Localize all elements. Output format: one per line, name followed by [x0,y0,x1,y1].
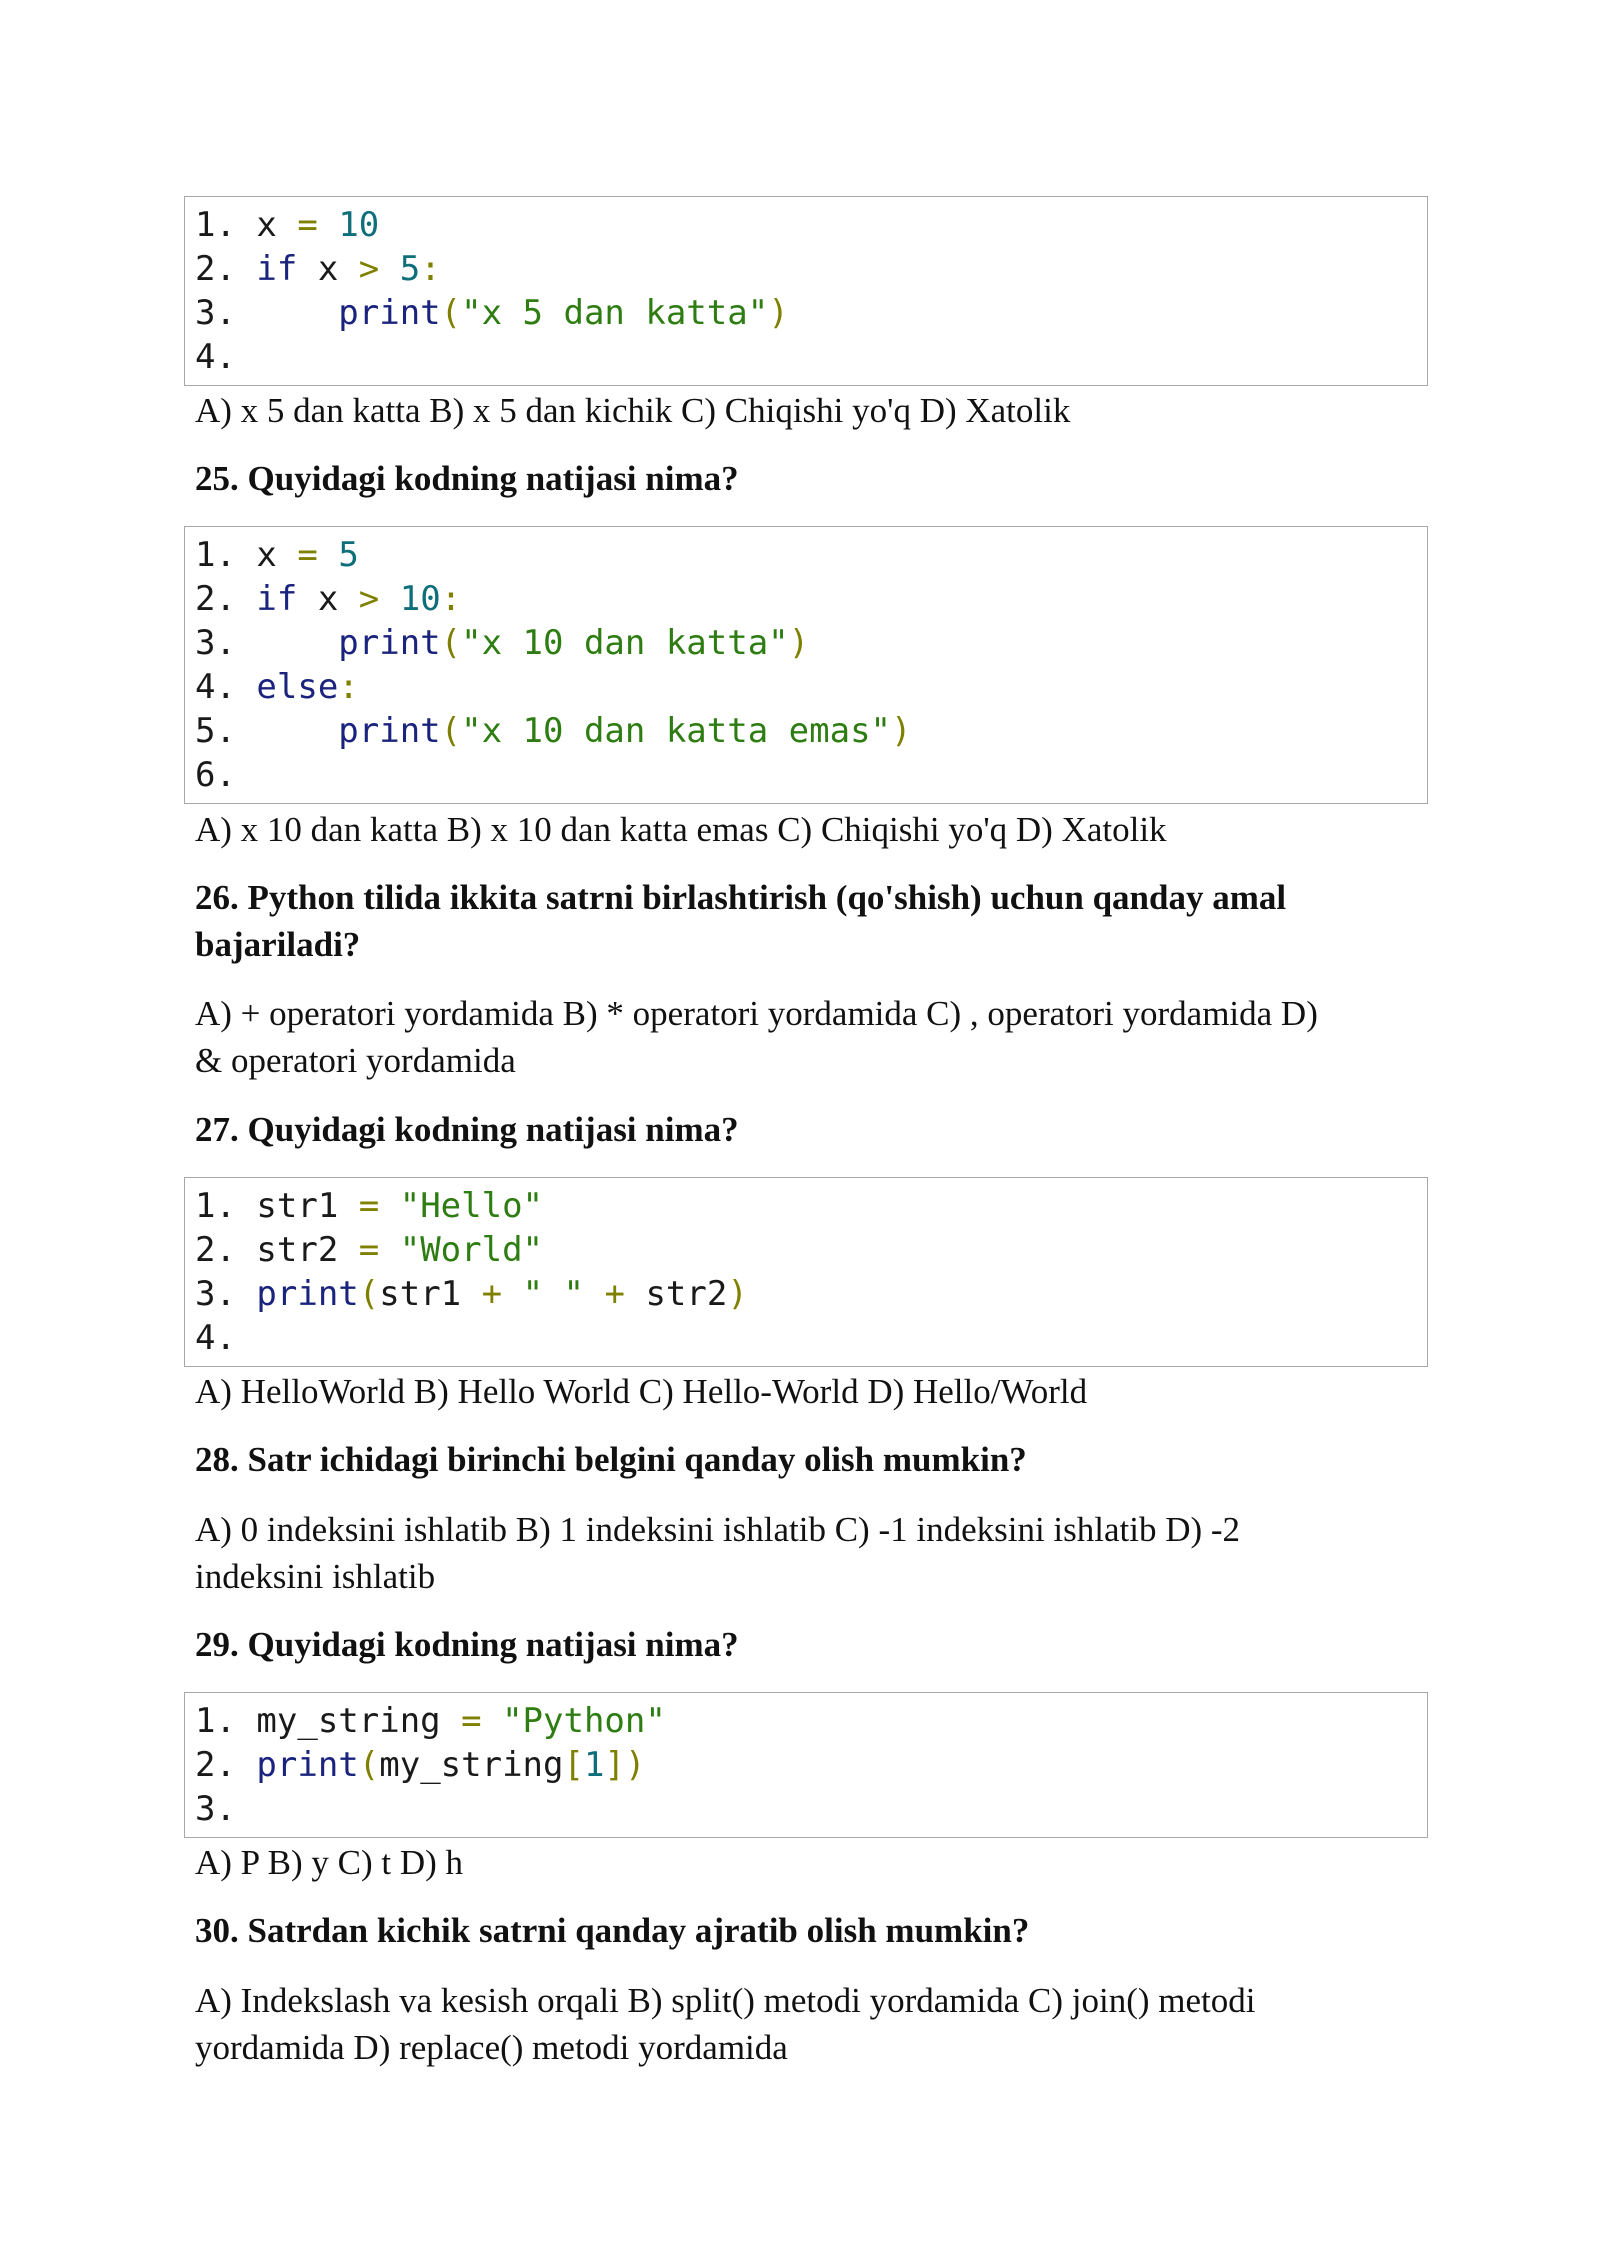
code-token [379,579,399,619]
code-line [195,335,1427,379]
code-line [195,203,1427,247]
code-token: 5 [399,249,421,289]
code-token: 2. [195,249,257,289]
question-line: bajariladi? [195,925,361,964]
code-token: 1. str1 [195,1186,359,1226]
code-token: str1 [379,1274,482,1314]
answer-options: A) P B) y C) t D) h [195,1843,464,1882]
answer-options: A) x 5 dan katta B) x 5 dan kichik C) Chiqishi yo'q D) Xatolik [195,391,1071,430]
code-token: else [256,667,339,707]
code-token: 5. [195,711,339,751]
question-heading: 28. Satr ichidagi birinchi belgini qanday olish mumkin? [195,1440,1027,1479]
code-line [195,291,1427,335]
code-token: 5 [338,535,359,575]
code-token: "x 10 dan katta" [461,623,789,663]
code-token: 4. [195,337,236,377]
code-token: ) [788,623,810,663]
code-token: 1. my_string [195,1701,462,1741]
code-token: = [358,1186,380,1226]
code-token: ( [440,293,462,333]
code-block [184,526,1428,804]
code-line [195,577,1427,621]
answer-line: A) 0 indeksini ishlatib B) 1 indeksini ishlatib C) -1 indeksini ishlatib D) -2 [195,1510,1241,1549]
code-token: 3. [195,623,339,663]
answer-line: A) Indekslash va kesish orqali B) split() metodi yordamida C) join() metodi [195,1981,1256,2020]
answer-options: A) x 10 dan katta B) x 10 dan katta emas C) Chiqishi yo'q D) Xatolik [195,810,1167,849]
code-token: 3. [195,1789,236,1829]
code-line [195,1699,1427,1743]
code-line [195,1787,1427,1831]
code-token: "World" [399,1230,544,1270]
answer-options [195,1506,1430,1600]
code-token: 2. [195,579,257,619]
question-heading: 25. Quyidagi kodning natijasi nima? [195,459,739,498]
code-token: print [256,1745,359,1785]
code-token [318,205,338,245]
code-token: ( [358,1274,380,1314]
code-token: print [338,711,441,751]
code-token: + [604,1274,625,1314]
code-token: 1 [583,1745,605,1785]
code-token: ]) [604,1745,646,1785]
code-token: = [297,205,318,245]
code-token: 1. x [195,535,298,575]
code-line [195,533,1427,577]
code-token: [ [563,1745,584,1785]
code-token: : [440,579,462,619]
answer-line: yordamida D) replace() metodi yordamida [195,2028,788,2067]
code-token: if [256,579,298,619]
code-token: 3. [195,1274,257,1314]
code-token: 10 [338,205,380,245]
question-line: 26. Python tilida ikkita satrni birlashtirish (qo'shish) uchun qanday amal [195,878,1287,917]
code-token [379,1186,399,1226]
question-heading: 29. Quyidagi kodning natijasi nima? [195,1625,739,1664]
code-token: print [338,293,441,333]
code-line [195,621,1427,665]
code-line [195,709,1427,753]
code-token: "x 10 dan katta emas" [461,711,892,751]
code-token [584,1274,604,1314]
code-token: ) [768,293,789,333]
code-token: = [297,535,318,575]
code-token: 10 [399,579,441,619]
answer-options: A) HelloWorld B) Hello World C) Hello-World D) Hello/World [195,1372,1088,1411]
question-heading: 30. Satrdan kichik satrni qanday ajratib olish mumkin? [195,1911,1030,1950]
code-token: 4. [195,667,257,707]
code-line [195,247,1427,291]
code-token: "Python" [502,1701,666,1741]
answer-line: indeksini ishlatib [195,1557,436,1596]
code-block [184,1692,1428,1838]
code-line [195,1743,1427,1787]
code-token: x [297,249,359,289]
code-token: = [358,1230,380,1270]
code-token: print [338,623,441,663]
code-line [195,753,1427,797]
code-block [184,1177,1428,1367]
code-token: 2. str2 [195,1230,359,1270]
code-token: ( [440,711,462,751]
code-token: print [256,1274,359,1314]
code-token: = [461,1701,482,1741]
code-token: "x 5 dan katta" [461,293,769,333]
code-token [502,1274,522,1314]
code-token: ) [727,1274,748,1314]
code-token [318,535,338,575]
code-line [195,1272,1427,1316]
code-line [195,1316,1427,1360]
answer-line: & operatori yordamida [195,1041,516,1080]
code-token [379,249,399,289]
code-token: 4. [195,1318,236,1358]
code-line [195,1228,1427,1272]
answer-line: A) + operatori yordamida B) * operatori yordamida C) , operatori yordamida D) [195,994,1318,1033]
code-token: my_string [379,1745,564,1785]
code-token: > [358,249,380,289]
code-token: 3. [195,293,339,333]
code-block [184,196,1428,386]
answer-options [195,990,1430,1084]
code-token: " " [522,1274,585,1314]
code-token [379,1230,399,1270]
question-heading: 27. Quyidagi kodning natijasi nima? [195,1110,739,1149]
code-token: + [481,1274,503,1314]
code-line [195,1184,1427,1228]
code-token: x [297,579,359,619]
code-token: 6. [195,755,236,795]
code-token: ( [440,623,462,663]
answer-options [195,1977,1430,2071]
code-token: 1. x [195,205,298,245]
code-token: : [420,249,441,289]
code-token: : [338,667,359,707]
code-token: ) [891,711,912,751]
code-token: ( [358,1745,380,1785]
code-token: str2 [624,1274,728,1314]
code-line [195,665,1427,709]
question-heading [195,874,1430,968]
code-token: if [256,249,298,289]
code-token [482,1701,502,1741]
code-token: "Hello" [399,1186,544,1226]
code-token: > [358,579,380,619]
code-token: 2. [195,1745,257,1785]
